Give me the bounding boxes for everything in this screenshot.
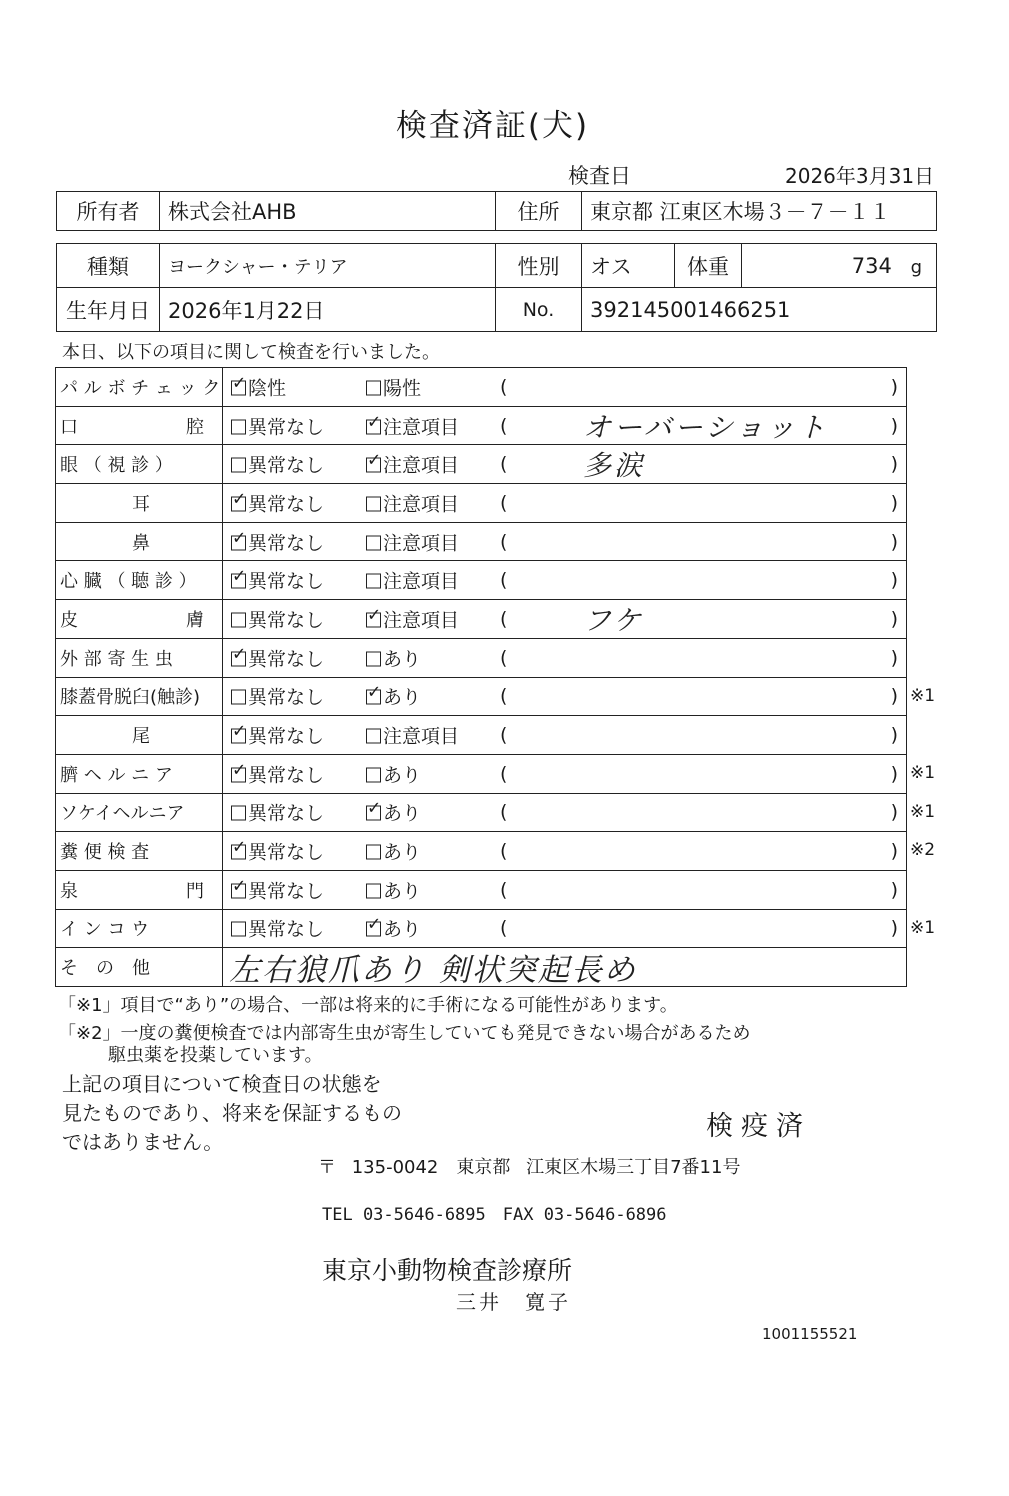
option-2 <box>366 567 459 594</box>
quarantine-stamp: 検疫済 <box>706 1111 811 1142</box>
option-label: 注意項目 <box>383 493 460 516</box>
no-label: No. <box>496 288 582 332</box>
checkbox[interactable] <box>366 883 381 898</box>
option-1 <box>231 915 324 942</box>
option-label: 異常なし <box>248 880 325 903</box>
option-1 <box>231 451 324 478</box>
paren-close: ) <box>890 685 898 708</box>
option-label: 注意項目 <box>383 725 460 748</box>
check-item-options <box>223 870 907 909</box>
check-item-options <box>223 716 907 755</box>
checkbox[interactable] <box>366 496 381 511</box>
checkbox[interactable] <box>366 412 382 434</box>
other-name: そ の 他 <box>56 948 223 987</box>
option-label: 異常なし <box>248 416 325 439</box>
check-item-name: 糞 便 検 査 <box>56 832 223 871</box>
option-label: 異常なし <box>248 841 325 864</box>
option-label: 注意項目 <box>383 416 460 439</box>
paren-open: ( <box>500 762 508 785</box>
paren-close: ) <box>890 607 898 630</box>
paren-open: ( <box>500 453 508 476</box>
option-2 <box>366 760 421 787</box>
check-item-options <box>223 754 907 793</box>
option-1 <box>231 760 324 787</box>
check-row <box>56 754 907 793</box>
option-1 <box>231 722 324 749</box>
option-2 <box>366 838 421 865</box>
check-item-name: 外 部 寄 生 虫 <box>56 638 223 677</box>
check-row <box>56 909 907 948</box>
checkbox[interactable] <box>231 373 247 395</box>
check-item-options <box>223 600 907 639</box>
check-row <box>56 600 907 639</box>
paren-close: ) <box>890 375 898 398</box>
paren-open: ( <box>500 685 508 708</box>
check-row <box>56 445 907 484</box>
check-item-options <box>223 406 907 445</box>
checkbox[interactable] <box>366 798 382 821</box>
check-mark-icon: ✓ <box>367 605 382 626</box>
check-table <box>55 367 907 987</box>
option-2 <box>366 605 459 632</box>
checkbox[interactable] <box>231 721 247 744</box>
sex-value: オス <box>582 244 675 288</box>
weight-unit: g <box>910 256 922 278</box>
footnote-1: 「※1」項目で“あり”の場合、一部は将来的に手術になる可能性があります。 <box>58 995 678 1016</box>
option-1 <box>231 528 324 555</box>
checkbox[interactable] <box>366 605 382 627</box>
no-value: 392145001466251 <box>582 288 937 332</box>
owner-table <box>56 191 937 231</box>
checkbox[interactable] <box>231 612 246 627</box>
option-label: あり <box>383 841 422 864</box>
option-label: 異常なし <box>248 493 325 516</box>
option-label: あり <box>383 802 422 825</box>
footnote-2: 「※2」一度の糞便検査では内部寄生虫が寄生していても発見できない場合があるため <box>58 1023 751 1044</box>
check-mark-icon: ✓ <box>367 412 382 433</box>
check-item-options <box>223 677 907 716</box>
birth-value: 2026年1月22日 <box>160 288 496 332</box>
check-item-options <box>223 793 907 832</box>
paren-open: ( <box>500 530 508 553</box>
checkbox[interactable] <box>366 651 381 666</box>
check-row <box>56 677 907 716</box>
type-label: 種類 <box>57 244 160 288</box>
option-label: 注意項目 <box>383 454 460 477</box>
option-2 <box>366 799 421 826</box>
clinic-address: 〒 135-0042 東京都 江東区木場三丁目7番11号 <box>318 1157 741 1178</box>
footnote-marker: ※1 <box>910 917 936 938</box>
handwritten-note: オーバーショット <box>583 410 829 444</box>
footnote-marker: ※1 <box>910 685 936 706</box>
option-label: 陰性 <box>248 377 287 400</box>
other-note: 左右狼爪あり 剣状突起長め <box>229 952 637 987</box>
check-row <box>56 368 907 407</box>
paren-close: ) <box>890 414 898 437</box>
option-label: 異常なし <box>248 648 325 671</box>
footnote-marker: ※1 <box>910 801 936 822</box>
check-item-name: 口 腔 <box>56 406 223 445</box>
check-mark-icon: ✓ <box>232 760 247 781</box>
check-item-name: 尾 <box>56 716 223 755</box>
paren-close: ) <box>890 491 898 514</box>
intro-text: 本日、以下の項目に関して検査を行いました。 <box>62 342 440 363</box>
footnote-marker: ※1 <box>910 763 936 783</box>
paren-open: ( <box>500 646 508 669</box>
check-row <box>56 561 907 600</box>
checkbox[interactable] <box>366 450 382 473</box>
option-label: 異常なし <box>248 918 325 941</box>
check-item-options <box>223 484 907 523</box>
pet-table <box>56 243 937 332</box>
check-item-name: パ ル ボ チ ェ ッ ク <box>56 368 223 407</box>
paren-close: ) <box>890 762 898 785</box>
paren-open: ( <box>500 840 508 863</box>
option-label: 異常なし <box>248 725 325 748</box>
option-1 <box>231 373 286 400</box>
option-label: あり <box>383 764 422 787</box>
option-label: 異常なし <box>248 454 325 477</box>
paren-open: ( <box>500 375 508 398</box>
option-label: 異常なし <box>248 686 325 709</box>
check-item-name: 鼻 <box>56 522 223 561</box>
owner-value: 株式会社AHB <box>160 192 496 231</box>
footnote-3: 駆虫薬を投薬しています。 <box>108 1045 323 1066</box>
paren-close: ) <box>890 878 898 901</box>
check-row <box>56 870 907 909</box>
option-2 <box>366 722 459 749</box>
check-item-name: 皮 膚 <box>56 600 223 639</box>
option-1 <box>231 605 324 632</box>
option-label: 陽性 <box>383 377 422 400</box>
option-1 <box>231 412 324 439</box>
option-2 <box>366 644 421 671</box>
paren-open: ( <box>500 724 508 747</box>
check-mark-icon: ✓ <box>232 837 247 858</box>
check-row <box>56 484 907 523</box>
check-item-name: ソケイヘルニア <box>56 793 223 832</box>
checkbox[interactable] <box>366 682 382 705</box>
check-mark-icon: ✓ <box>232 373 247 394</box>
address-label: 住所 <box>496 192 582 231</box>
checkbox[interactable] <box>231 837 247 860</box>
paren-close: ) <box>890 530 898 553</box>
check-item-options <box>223 638 907 677</box>
check-row <box>56 832 907 871</box>
checkbox[interactable] <box>231 806 246 821</box>
other-row <box>56 948 907 987</box>
option-1 <box>231 838 324 865</box>
checkbox[interactable] <box>231 458 246 473</box>
sex-label: 性別 <box>496 244 582 288</box>
option-label: 異常なし <box>248 802 325 825</box>
check-row <box>56 793 907 832</box>
option-1 <box>231 567 324 594</box>
option-2 <box>366 451 459 478</box>
paren-close: ) <box>890 569 898 592</box>
check-item-name: 心 臓 （ 聴 診 ） <box>56 561 223 600</box>
option-2 <box>366 373 421 400</box>
paren-open: ( <box>500 801 508 824</box>
checkbox[interactable] <box>366 767 381 782</box>
option-label: あり <box>383 686 422 709</box>
paren-open: ( <box>500 491 508 514</box>
person-name: 三井 寛子 <box>456 1290 571 1314</box>
paren-close: ) <box>890 801 898 824</box>
option-1 <box>231 683 324 710</box>
check-mark-icon: ✓ <box>232 489 247 510</box>
check-item-name: 臍 ヘ ル ニ ア <box>56 754 223 793</box>
option-label: 注意項目 <box>383 570 460 593</box>
paren-open: ( <box>500 878 508 901</box>
option-2 <box>366 528 459 555</box>
option-2 <box>366 489 459 516</box>
paren-open: ( <box>500 414 508 437</box>
checkbox[interactable] <box>231 419 246 434</box>
check-item-options <box>223 832 907 871</box>
paren-close: ) <box>890 453 898 476</box>
checkbox[interactable] <box>231 922 246 937</box>
checkbox[interactable] <box>231 489 247 511</box>
paren-close: ) <box>890 917 898 940</box>
checkbox[interactable] <box>231 760 247 782</box>
type-value: ヨークシャー・テリア <box>160 244 496 288</box>
option-2 <box>366 683 421 710</box>
check-item-name: 泉 門 <box>56 870 223 909</box>
checkbox[interactable] <box>231 644 247 666</box>
birth-label: 生年月日 <box>57 288 160 332</box>
check-item-name: 膝蓋骨脱臼(触診) <box>56 677 223 716</box>
check-item-options <box>223 522 907 561</box>
check-mark-icon: ✓ <box>367 798 382 819</box>
check-item-name: 耳 <box>56 484 223 523</box>
disclaimer: 上記の項目について検査日の状態を 見たものであり、将来を保証するもの ではありません。 <box>62 1072 402 1154</box>
checkbox[interactable] <box>231 876 247 898</box>
checkbox[interactable] <box>366 574 381 589</box>
check-mark-icon: ✓ <box>367 450 382 471</box>
checkbox[interactable] <box>366 845 381 860</box>
check-item-name: 眼 （ 視 診 ） <box>56 445 223 484</box>
serial-number: 1001155521 <box>762 1325 858 1343</box>
option-label: 注意項目 <box>383 609 460 632</box>
option-2 <box>366 876 421 903</box>
check-mark-icon: ✓ <box>367 914 382 935</box>
checkbox[interactable] <box>366 729 381 744</box>
checkbox[interactable] <box>231 528 247 550</box>
weight-label: 体重 <box>675 244 742 288</box>
clinic-name: 東京小動物検査診療所 <box>322 1256 573 1285</box>
option-2 <box>366 412 459 439</box>
paren-close: ) <box>890 646 898 669</box>
paren-open: ( <box>500 569 508 592</box>
option-1 <box>231 489 324 516</box>
inspection-date-value: 2026年3月31日 <box>785 164 935 188</box>
other-cell <box>223 948 907 987</box>
paren-close: ) <box>890 724 898 747</box>
inspection-date-label: 検査日 <box>568 164 631 188</box>
owner-label: 所有者 <box>57 192 160 231</box>
option-label: 異常なし <box>248 764 325 787</box>
address-value: 東京都 江東区木場３－７－１１ <box>582 192 937 231</box>
handwritten-note: フケ <box>583 603 645 637</box>
check-mark-icon: ✓ <box>232 644 247 665</box>
check-item-options <box>223 445 907 484</box>
option-1 <box>231 644 324 671</box>
option-label: あり <box>383 918 422 941</box>
check-row <box>56 522 907 561</box>
option-label: あり <box>383 648 422 671</box>
handwritten-note: 多涙 <box>583 449 646 483</box>
check-mark-icon: ✓ <box>232 721 247 742</box>
checkbox[interactable] <box>366 535 381 550</box>
checkbox[interactable] <box>231 690 246 705</box>
paren-open: ( <box>500 607 508 630</box>
option-label: 異常なし <box>248 609 325 632</box>
paren-open: ( <box>500 917 508 940</box>
option-1 <box>231 876 324 903</box>
option-label: 注意項目 <box>383 532 460 555</box>
clinic-tel-fax: TEL 03-5646-6895 FAX 03-5646-6896 <box>322 1205 667 1225</box>
option-1 <box>231 799 324 826</box>
checkbox[interactable] <box>366 380 381 395</box>
check-item-options <box>223 561 907 600</box>
check-mark-icon: ✓ <box>232 528 247 549</box>
option-label: 異常なし <box>248 570 325 593</box>
check-mark-icon: ✓ <box>232 566 247 587</box>
check-item-options <box>223 368 907 407</box>
weight-cell <box>742 244 937 288</box>
page-title: 検査済証(犬) <box>395 108 590 144</box>
check-item-name: イ ン コ ウ <box>56 909 223 948</box>
option-label: あり <box>383 880 422 903</box>
checkbox[interactable] <box>231 566 247 589</box>
option-2 <box>366 915 421 942</box>
checkbox[interactable] <box>366 914 382 937</box>
paren-close: ) <box>890 840 898 863</box>
footnote-marker: ※2 <box>910 840 936 861</box>
check-row <box>56 716 907 755</box>
option-label: 異常なし <box>248 532 325 555</box>
check-mark-icon: ✓ <box>232 876 247 897</box>
check-row <box>56 638 907 677</box>
check-mark-icon: ✓ <box>367 682 382 703</box>
check-row <box>56 406 907 445</box>
weight-value: 734 <box>851 253 892 278</box>
check-item-options <box>223 909 907 948</box>
